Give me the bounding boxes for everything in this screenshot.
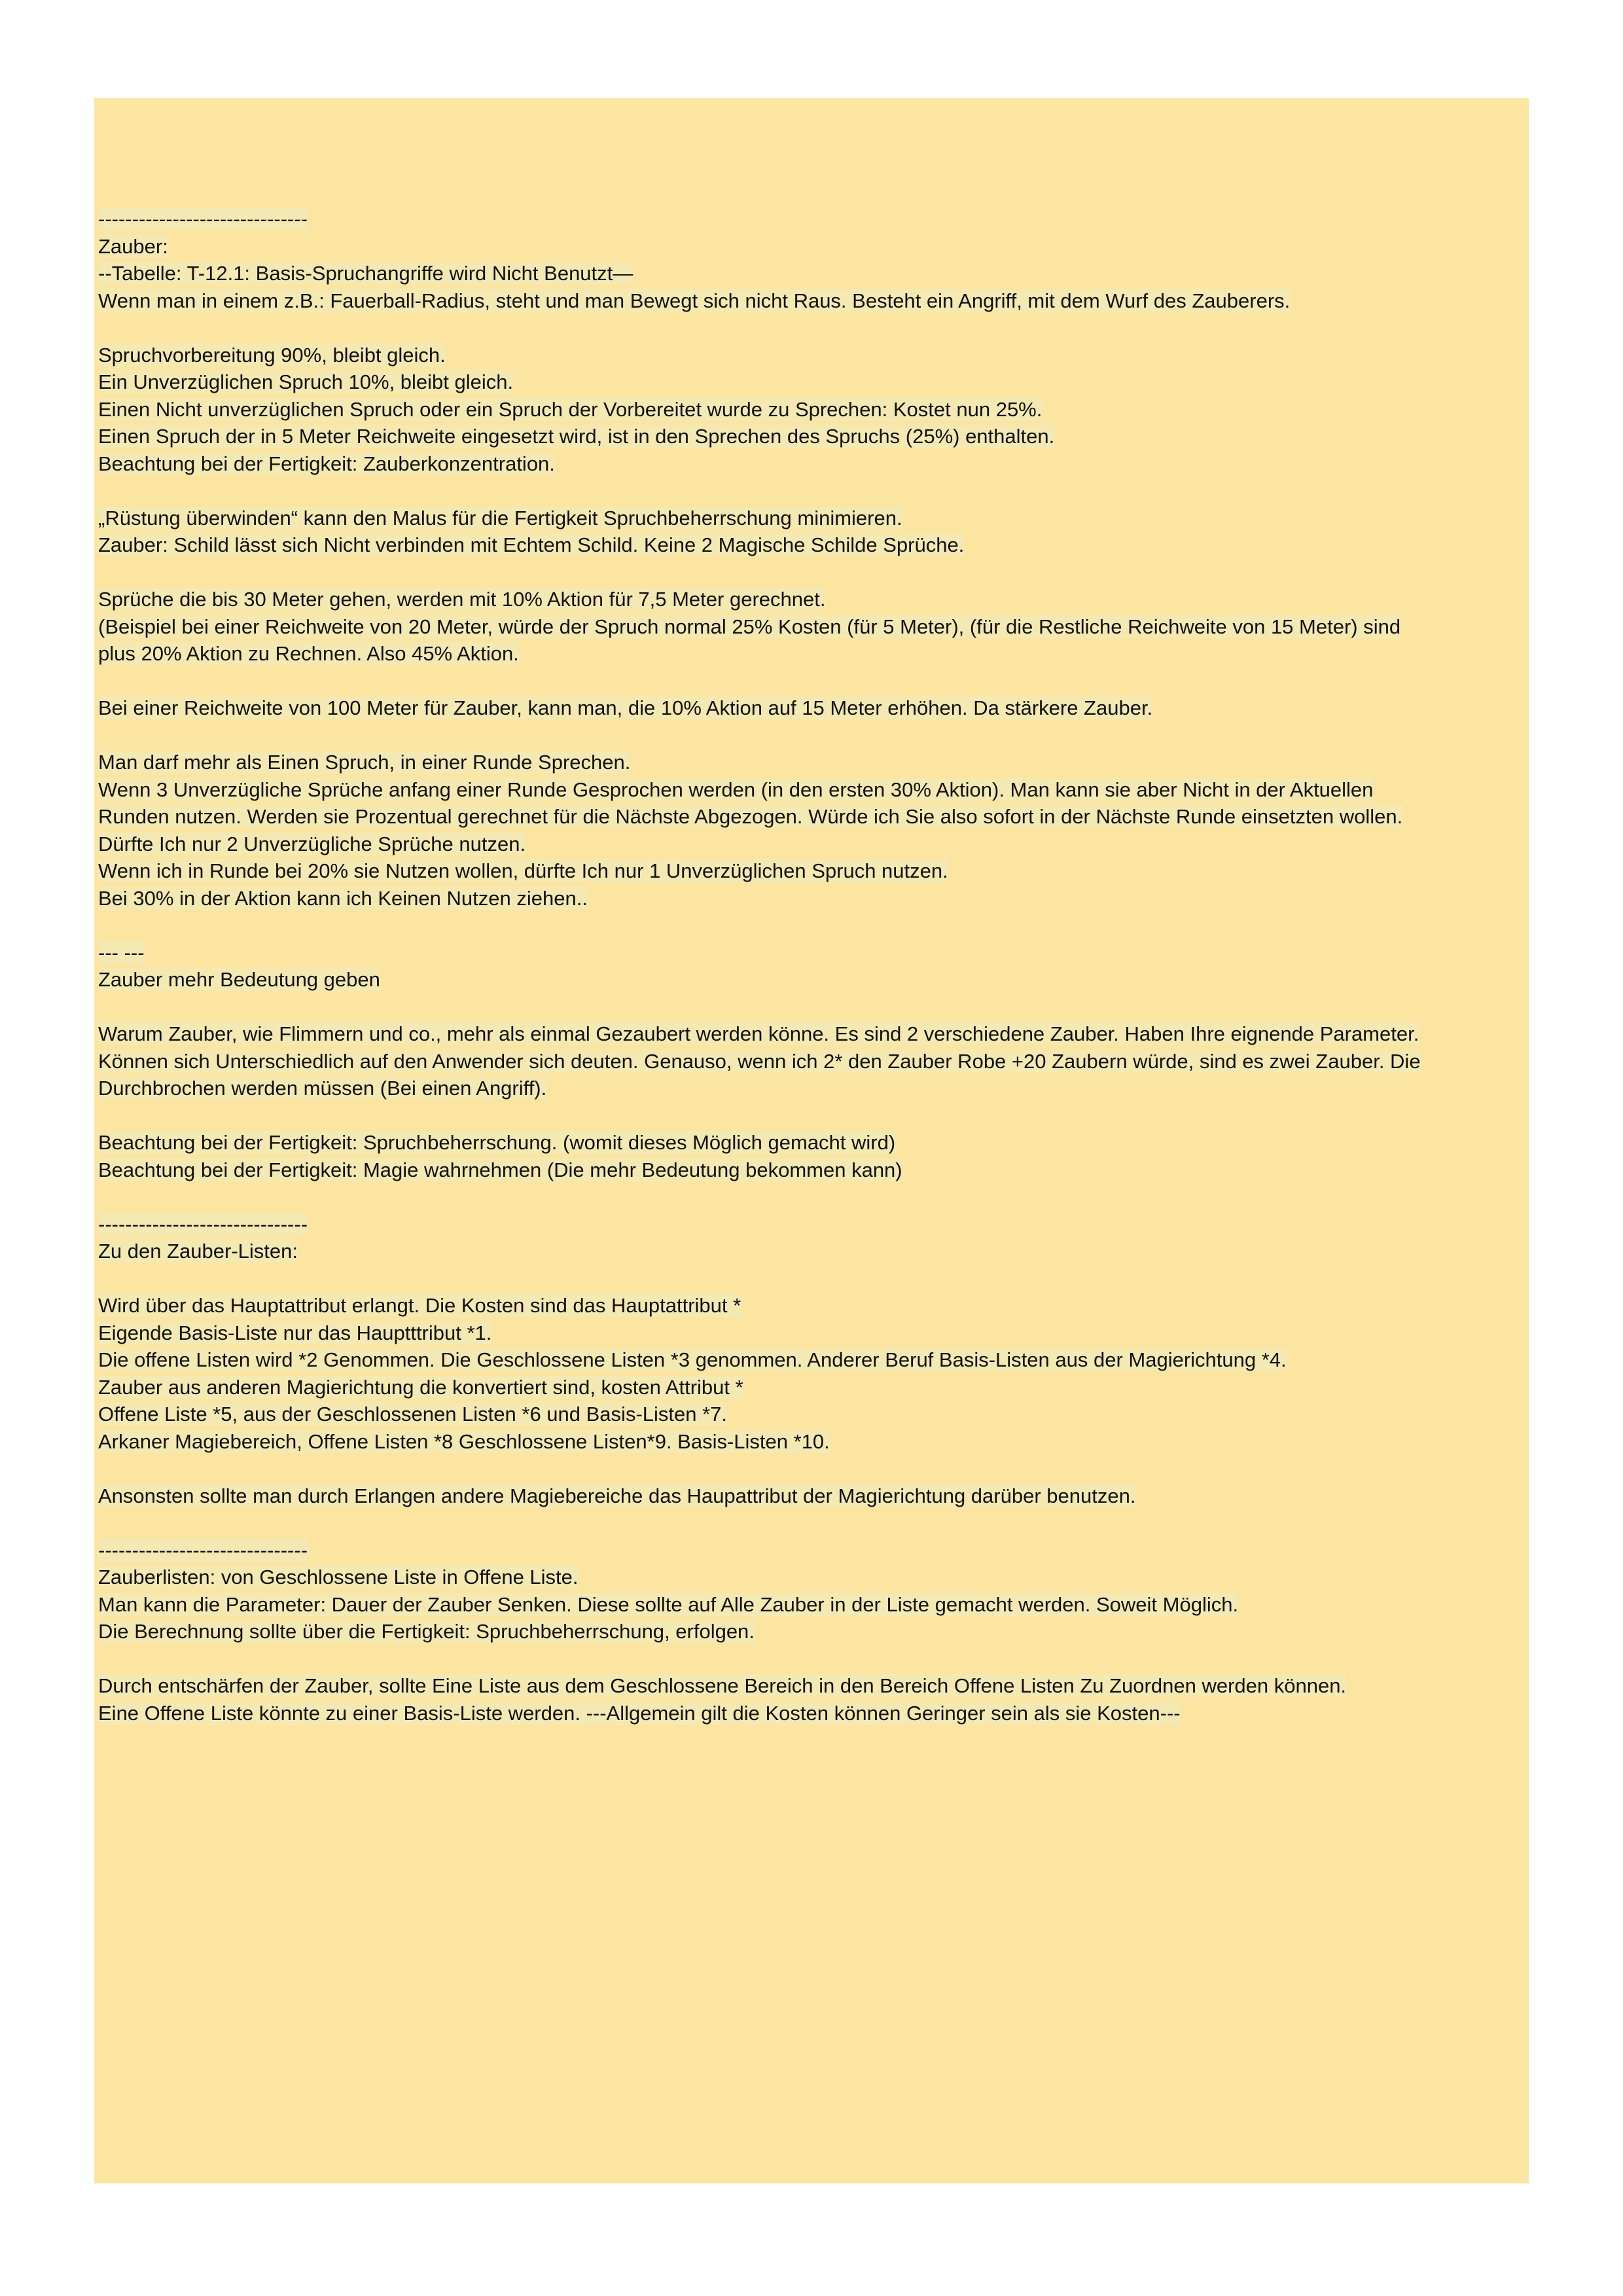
text-line-content: Man kann die Parameter: Dauer der Zauber Senken. Diese sollte auf Alle Zauber in der Liste gemacht werden. Soweit Möglich. [98, 1592, 1239, 1616]
text-line [98, 531, 1529, 559]
paragraph [98, 586, 1529, 668]
paragraph [98, 1211, 1529, 1265]
paragraph [98, 342, 1529, 478]
text-line [98, 423, 1529, 450]
text-line [98, 1591, 1529, 1619]
text-line-content: Zauberlisten: von Geschlossene Liste in Offene Liste. [98, 1566, 579, 1588]
text-line [98, 368, 1529, 396]
text-line-content: Zauber aus anderen Magierichtung die konvertiert sind, kosten Attribut * [98, 1375, 743, 1399]
text-line [98, 1537, 1529, 1564]
paragraph [98, 1672, 1529, 1727]
text-line-content: Warum Zauber, wie Flimmern und co., mehr als einmal Gezaubert werden könne. Es sind 2 verschiedene Zauber. Haben Ihre eignende Parameter. [98, 1022, 1419, 1045]
text-line [98, 1564, 1529, 1591]
text-line [98, 1157, 1529, 1184]
text-line [98, 885, 1529, 912]
paragraph [98, 1020, 1529, 1102]
paragraph [98, 939, 1529, 994]
paragraph-gap [98, 1645, 1529, 1673]
paragraph [98, 749, 1529, 912]
text-line-content: Ansonsten sollte man durch Erlangen andere Magiebereiche das Haupattribut der Magierichtung darüber benutzen. [98, 1484, 1136, 1507]
text-line [98, 342, 1529, 369]
text-line [98, 857, 1529, 885]
paragraph [98, 1292, 1529, 1455]
text-line-content: (Beispiel bei einer Reichweite von 20 Meter, würde der Spruch normal 25% Kosten (für 5 Meter), (für die Restliche Reichweite von 15 Meter) sind [98, 615, 1401, 638]
text-line [98, 694, 1529, 722]
text-line [98, 233, 1529, 260]
text-line-content: Bei einer Reichweite von 100 Meter für Zauber, kann man, die 10% Aktion auf 15 Meter erhöhen. Da stärkere Zauber. [98, 696, 1153, 719]
text-line-content: Ein Unverzüglichen Spruch 10%, bleibt gleich. [98, 370, 514, 393]
text-line [98, 1020, 1529, 1048]
text-line [98, 1672, 1529, 1700]
text-line [98, 1401, 1529, 1428]
text-line [98, 1238, 1529, 1265]
paragraph [98, 505, 1529, 559]
text-line [98, 260, 1529, 287]
text-line [98, 776, 1529, 804]
text-line [98, 1211, 1529, 1238]
text-line [98, 749, 1529, 776]
text-line [98, 1319, 1529, 1347]
text-line-content: Durch entschärfen der Zauber, sollte Eine Liste aus dem Geschlossene Bereich in den Bereich Offene Listen Zu Zuordnen werden können. [98, 1674, 1347, 1697]
text-line-content: Zauber mehr Bedeutung geben [98, 968, 380, 991]
text-line [98, 450, 1529, 478]
paragraph-gap [98, 477, 1529, 505]
text-line-content: Wenn man in einem z.B.: Fauerball-Radius, steht und man Bewegt sich nicht Raus. Besteht ein Angriff, mit dem Wurf des Zauberers. [98, 289, 1291, 312]
text-line-content: ------------------------------- [98, 1538, 308, 1562]
text-line-content: Die Berechnung sollte über die Fertigkeit: Spruchbeherrschung, erfolgen. [98, 1620, 755, 1643]
paragraph-gap [98, 314, 1529, 342]
paragraph-gap [98, 559, 1529, 586]
paragraph-gap [98, 1183, 1529, 1211]
text-line [98, 640, 1529, 668]
text-line-content: Zauber: [98, 234, 168, 258]
text-line [98, 1292, 1529, 1319]
text-line [98, 1075, 1529, 1102]
text-line [98, 287, 1529, 315]
paragraph-gap [98, 1102, 1529, 1130]
text-line [98, 1129, 1529, 1157]
paragraph [98, 1129, 1529, 1183]
text-line-content: Einen Nicht unverzüglichen Spruch oder ein Spruch der Vorbereitet wurde zu Sprechen: Kostet nun 25%. [98, 397, 1043, 421]
text-line [98, 966, 1529, 994]
text-line-content: Zauber: Schild lässt sich Nicht verbinden mit Echtem Schild. Keine 2 Magische Schilde Sprüche. [98, 533, 965, 556]
text-line-content: Zu den Zauber-Listen: [98, 1240, 298, 1263]
text-line-content: Wenn ich in Runde bei 20% sie Nutzen wollen, dürfte Ich nur 1 Unverzüglichen Spruch nutzen. [98, 859, 948, 882]
text-line-content: Eine Offene Liste könnte zu einer Basis-Liste werden. ---Allgemein gilt die Kosten können Geringer sein als sie Kosten--- [98, 1701, 1181, 1725]
paragraph [98, 206, 1529, 314]
text-line [98, 1700, 1529, 1727]
text-line [98, 396, 1529, 423]
text-line-content: Bei 30% in der Aktion kann ich Keinen Nutzen ziehen.. [98, 886, 588, 910]
text-line-content: Können sich Unterschiedlich auf den Anwender sich deuten. Genauso, wenn ich 2* den Zauber Robe +20 Zaubern würde, sind es zwei Zauber. Die [98, 1049, 1421, 1073]
text-line-content: Sprüche die bis 30 Meter gehen, werden mit 10% Aktion für 7,5 Meter gerechnet. [98, 588, 826, 611]
text-line-content: „Rüstung überwinden“ kann den Malus für die Fertigkeit Spruchbeherrschung minimieren. [98, 506, 902, 529]
text-line [98, 586, 1529, 613]
paragraph-gap [98, 668, 1529, 695]
text-line-content: --- --- [98, 941, 145, 964]
text-line-content: Spruchvorbereitung 90%, bleibt gleich. [98, 343, 446, 367]
text-line [98, 206, 1529, 233]
paragraph-gap [98, 1455, 1529, 1482]
text-line [98, 1374, 1529, 1401]
text-line [98, 1346, 1529, 1374]
paragraph-gap [98, 912, 1529, 939]
document-body [98, 206, 1529, 1727]
text-line-content: Runden nutzen. Werden sie Prozentual gerechnet für die Nächste Abgezogen. Würde ich Sie also sofort in der Nächste Runde einsetzten wollen. [98, 805, 1403, 828]
text-line-content: Beachtung bei der Fertigkeit: Magie wahrnehmen (Die mehr Bedeutung bekommen kann) [98, 1158, 902, 1181]
paragraph [98, 1537, 1529, 1645]
text-line-content: Dürfte Ich nur 2 Unverzügliche Sprüche nutzen. [98, 832, 526, 855]
text-line-content: Offene Liste *5, aus der Geschlossenen Listen *6 und Basis-Listen *7. [98, 1403, 728, 1426]
text-line [98, 1428, 1529, 1456]
text-line [98, 505, 1529, 532]
text-line-content: Wenn 3 Unverzügliche Sprüche anfang einer Runde Gesprochen werden (in den ersten 30% Aktion). Man kann sie aber Nicht in der Aktuellen [98, 778, 1374, 801]
paragraph [98, 1482, 1529, 1510]
text-line-content: Beachtung bei der Fertigkeit: Zauberkonzentration. [98, 452, 555, 475]
text-line [98, 1618, 1529, 1645]
text-line [98, 831, 1529, 858]
text-line-content: Beachtung bei der Fertigkeit: Spruchbeherrschung. (womit dieses Möglich gemacht wird) [98, 1131, 896, 1154]
text-line [98, 613, 1529, 641]
text-line-content: Man darf mehr als Einen Spruch, in einer Runde Sprechen. [98, 751, 631, 774]
text-line [98, 1482, 1529, 1510]
text-line-content: Eigende Basis-Liste nur das Hauptttribut *1. [98, 1321, 492, 1344]
text-line [98, 939, 1529, 967]
text-line-content: plus 20% Aktion zu Rechnen. Also 45% Aktion. [98, 642, 519, 665]
text-line-content: Wird über das Hauptattribut erlangt. Die Kosten sind das Hauptattribut * [98, 1294, 741, 1317]
paragraph-gap [98, 1265, 1529, 1293]
text-line-content: Durchbrochen werden müssen (Bei einen Angriff). [98, 1077, 547, 1100]
text-line-content: ------------------------------- [98, 1212, 308, 1236]
text-line-content: Die offene Listen wird *2 Genommen. Die Geschlossene Listen *3 genommen. Anderer Beruf Basis-Listen aus der Magierichtung *4. [98, 1348, 1287, 1371]
paragraph-gap [98, 1509, 1529, 1537]
text-line-content: Arkaner Magiebereich, Offene Listen *8 Geschlossene Listen*9. Basis-Listen *10. [98, 1429, 830, 1453]
paragraph [98, 694, 1529, 722]
text-line [98, 803, 1529, 831]
text-line-content: --Tabelle: T-12.1: Basis-Spruchangriffe wird Nicht Benutzt— [98, 262, 633, 285]
paragraph-gap [98, 994, 1529, 1021]
text-line-content: ------------------------------- [98, 207, 308, 230]
paragraph-gap [98, 722, 1529, 749]
text-line-content: Einen Spruch der in 5 Meter Reichweite eingesetzt wird, ist in den Sprechen des Spruchs (25%) enthalten. [98, 425, 1055, 448]
text-line [98, 1048, 1529, 1075]
